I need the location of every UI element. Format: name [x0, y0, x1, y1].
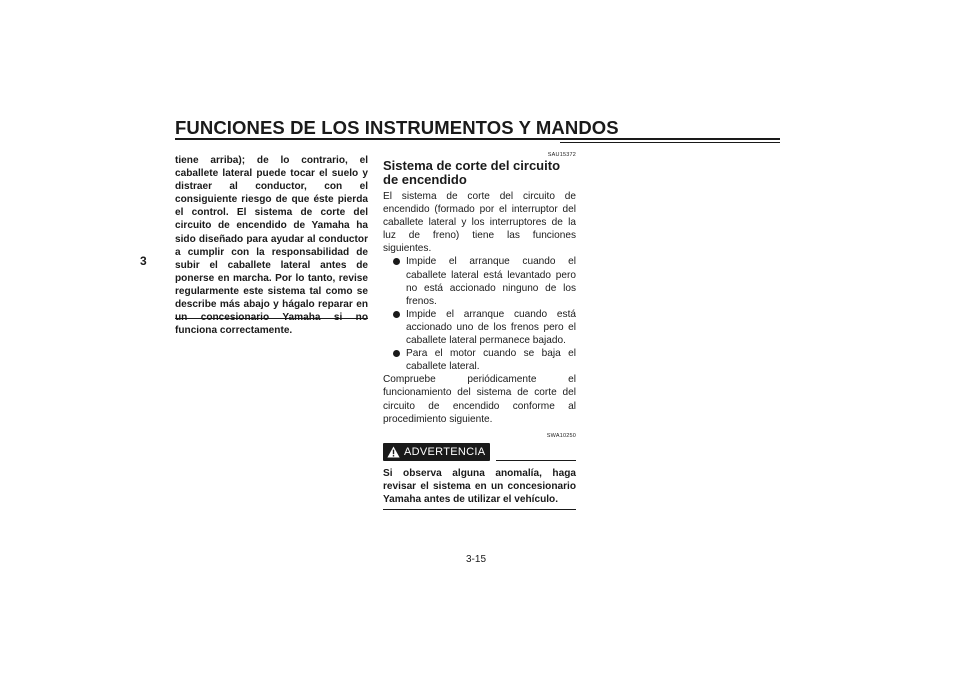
- list-item: Para el motor cuando se baja el caballete lateral.: [383, 347, 576, 373]
- page-header-title: FUNCIONES DE LOS INSTRUMENTOS Y MANDOS: [175, 117, 619, 138]
- right-column: [383, 152, 576, 510]
- warning-banner: [383, 443, 576, 461]
- warning-triangle-icon: [387, 446, 400, 458]
- warning-header-rule: [496, 460, 576, 461]
- function-list: [383, 255, 576, 373]
- check-paragraph: Compruebe periódicamente el funcionamiento del sistema de corte del circuito de encendido conforme al procedimiento siguiente.: [383, 374, 576, 425]
- warning-label: ADVERTENCIA: [404, 445, 486, 458]
- warning-label-box: [383, 443, 490, 461]
- warning-code: SWA10250: [546, 432, 576, 439]
- list-item: Impide el arranque cuando está accionado uno de los frenos pero el caballete lateral permanece bajado.: [383, 308, 576, 347]
- section-heading: Sistema de corte del circuito de encendido: [383, 158, 561, 187]
- header-rule: [175, 138, 780, 140]
- section-code: SAU15372: [547, 152, 576, 158]
- intro-paragraph: El sistema de corte del circuito de encendido (formado por el interruptor del caballete lateral y los interruptores de la luz de freno) tiene las funciones siguientes.: [383, 191, 576, 255]
- left-column-text: tiene arriba); de lo contrario, el caballete lateral puede tocar el suelo y distraer al conductor, con el consiguiente riesgo de que éste pierda el control. El sistema de corte del circuito de encendido de Yamaha ha sido diseñado para ayudar al conductor a cumplir con la responsabilidad de subir el caballete lateral antes de ponerse en marcha. Por lo tanto, revise regularmente este sistema tal como se describe más abajo y hágalo reparar en un concesionario Yamaha si no funciona correctamente.: [175, 155, 368, 337]
- header-subrule: [560, 142, 780, 143]
- warning-end-rule: [383, 509, 576, 510]
- list-item: Impide el arranque cuando el caballete lateral está levantado pero no está accionado ninguno de los frenos.: [383, 255, 576, 307]
- warning-text: Si observa alguna anomalía, haga revisar el sistema en un concesionario Yamaha antes de utilizar el vehículo.: [383, 467, 576, 505]
- left-column-end-rule: [175, 318, 368, 319]
- chapter-tab: 3: [140, 254, 147, 268]
- page-number: 3-15: [466, 554, 487, 565]
